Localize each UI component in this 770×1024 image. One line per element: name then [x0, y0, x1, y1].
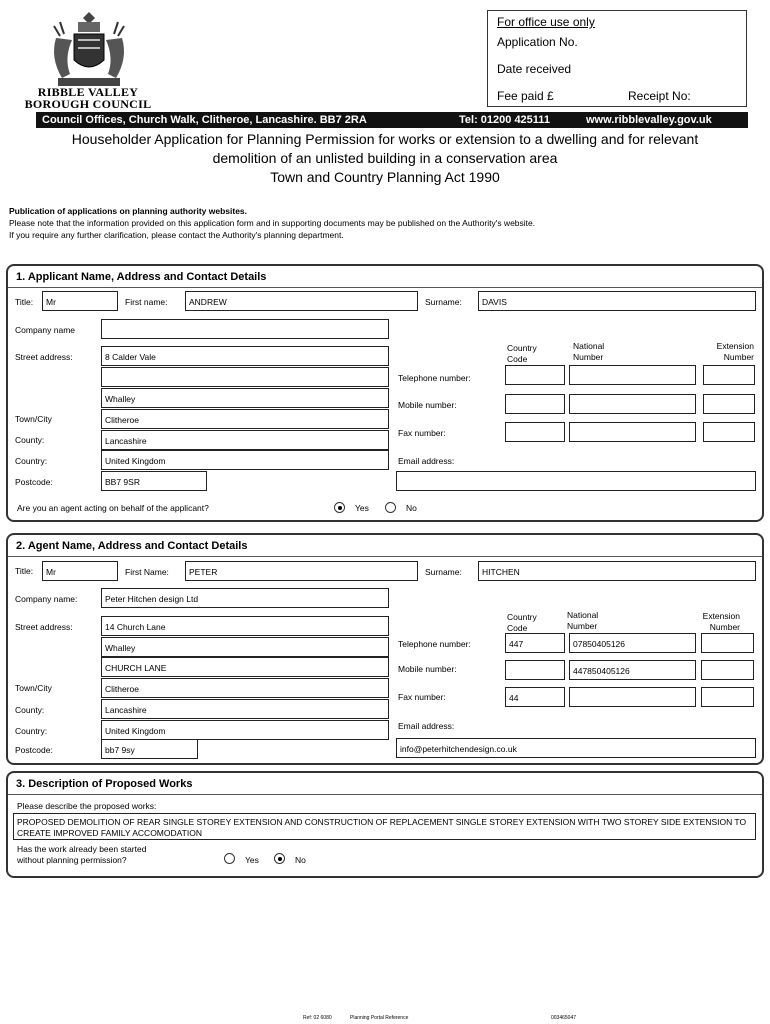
s3-started-no-label: No: [295, 855, 306, 865]
s3-started-yes-label: Yes: [245, 855, 259, 865]
council-address: Council Offices, Church Walk, Clitheroe, Lancashire. BB7 2RA: [42, 114, 367, 126]
council-name-line2: BOROUGH COUNCIL: [24, 97, 152, 111]
form-title: [0, 130, 770, 187]
publication-notice: [9, 205, 535, 241]
s2-postcode-label: Postcode:: [15, 745, 53, 755]
s1-company-label: Company name: [15, 325, 76, 335]
s1-fax-label: Fax number:: [398, 428, 446, 438]
s2-tel-num-field[interactable]: 07850405126: [569, 633, 696, 653]
s1-agent-question: Are you an agent acting on behalf of the applicant?: [17, 503, 209, 513]
s1-email-label: Email address:: [398, 456, 455, 466]
s1-company-field[interactable]: [101, 319, 389, 339]
s1-street3-field[interactable]: Whalley: [101, 388, 389, 408]
section2-heading: 2. Agent Name, Address and Contact Details: [8, 535, 762, 557]
s2-street-label: Street address:: [15, 622, 73, 632]
publication-line1: Please note that the information provided on this application form and in supporting documents may be published on the Authority's website.: [9, 218, 536, 228]
s1-town-label: Town/City: [15, 414, 52, 424]
publication-line2: If you require any further clarification, please contact the Authority's planning department.: [9, 230, 344, 240]
s1-mob-num-field[interactable]: [569, 394, 696, 414]
s3-started-question: [17, 844, 146, 866]
s2-company-field[interactable]: Peter Hitchen design Ltd: [101, 588, 389, 608]
s1-extension-number-label: Extension Number: [716, 341, 754, 362]
application-no-label: Application No.: [497, 35, 578, 49]
s1-mob-ext-field[interactable]: [703, 394, 755, 414]
s1-agent-no-radio[interactable]: [385, 502, 396, 513]
s1-mobile-label: Mobile number:: [398, 400, 457, 410]
s1-agent-no-label: No: [406, 503, 417, 513]
s1-country-code-label: Country Code: [507, 343, 537, 364]
footer-portal-number: 003465047: [551, 1015, 577, 1021]
s2-title-field[interactable]: Mr: [42, 561, 118, 581]
date-received-label: Date received: [497, 62, 572, 76]
s1-email-field[interactable]: [396, 471, 756, 491]
s1-first-name-label: First name:: [125, 297, 168, 307]
s1-fax-cc-field[interactable]: [505, 422, 565, 442]
s2-fax-label: Fax number:: [398, 692, 446, 702]
s2-email-field[interactable]: info@peterhitchendesign.co.uk: [396, 738, 756, 758]
address-bar: [36, 112, 748, 128]
s2-postcode-field[interactable]: bb7 9sy: [101, 739, 198, 759]
s2-extension-number-label: Extension Number: [702, 611, 740, 632]
s3-started-question-line1: Has the work already been started: [17, 844, 147, 854]
s1-county-field[interactable]: Lancashire: [101, 430, 389, 450]
s1-title-label: Title:: [15, 297, 34, 307]
s2-country-code-label: Country Code: [507, 612, 537, 633]
s2-mob-ext-field[interactable]: [701, 660, 754, 680]
form-title-line1: Householder Application for Planning Permission for works or extension to a dwelling and for relevant: [71, 131, 699, 147]
s2-surname-label: Surname:: [425, 567, 462, 577]
s2-first-name-label: First Name:: [125, 567, 169, 577]
s2-street1-field[interactable]: 14 Church Lane: [101, 616, 389, 636]
s1-surname-field[interactable]: DAVIS: [478, 291, 756, 311]
s2-country-label: Country:: [15, 726, 48, 736]
office-use-title: For office use only: [497, 15, 595, 29]
s3-description-field[interactable]: PROPOSED DEMOLITION OF REAR SINGLE STOREY EXTENSION AND CONSTRUCTION OF REPLACEMENT SINGLE STOREY EXTENSION WITH TWO STOREY SIDE EXTENSION TO CREATE IMPROVED FAMILY ACCOMODATION: [13, 813, 756, 840]
s2-street3-field[interactable]: CHURCH LANE: [101, 657, 389, 677]
section3-heading: 3. Description of Proposed Works: [8, 773, 762, 795]
s1-surname-label: Surname:: [425, 297, 462, 307]
s1-telephone-label: Telephone number:: [398, 373, 471, 383]
s2-town-label: Town/City: [15, 683, 52, 693]
s1-national-number-label: National Number: [573, 341, 605, 362]
s1-street-label: Street address:: [15, 352, 73, 362]
s1-tel-cc-field[interactable]: [505, 365, 565, 385]
fee-paid-label: Fee paid £: [497, 89, 554, 103]
s2-county-label: County:: [15, 705, 45, 715]
s2-mob-num-field[interactable]: 447850405126: [569, 660, 696, 680]
s2-fax-ext-field[interactable]: [701, 687, 754, 707]
s2-town-field[interactable]: Clitheroe: [101, 678, 389, 698]
s1-country-label: Country:: [15, 456, 48, 466]
form-title-line3: Town and Country Planning Act 1990: [270, 169, 500, 185]
publication-heading: Publication of applications on planning authority websites.: [9, 206, 248, 216]
s3-prompt: Please describe the proposed works:: [17, 801, 157, 811]
council-name: [18, 86, 158, 110]
council-website: www.ribblevalley.gov.uk: [586, 114, 712, 126]
s2-telephone-label: Telephone number:: [398, 639, 471, 649]
s1-title-field[interactable]: Mr: [42, 291, 118, 311]
s1-postcode-label: Postcode:: [15, 477, 53, 487]
s1-fax-num-field[interactable]: [569, 422, 696, 442]
receipt-no-label: Receipt No:: [628, 89, 691, 103]
s3-started-question-line2: without planning permission?: [17, 855, 127, 865]
s1-agent-yes-label: Yes: [355, 503, 369, 513]
council-name-line1: RIBBLE VALLEY: [37, 85, 139, 99]
s2-surname-field[interactable]: HITCHEN: [478, 561, 756, 581]
form-title-line2: demolition of an unlisted building in a conservation area: [212, 150, 558, 166]
s2-company-label: Company name:: [15, 594, 78, 604]
s1-county-label: County:: [15, 435, 45, 445]
s1-fax-ext-field[interactable]: [703, 422, 755, 442]
s2-street2-field[interactable]: Whalley: [101, 637, 389, 657]
s2-county-field[interactable]: Lancashire: [101, 699, 389, 719]
s2-first-name-field[interactable]: PETER: [185, 561, 418, 581]
s1-tel-num-field[interactable]: [569, 365, 696, 385]
s1-town-field[interactable]: Clitheroe: [101, 409, 389, 429]
s2-country-field[interactable]: United Kingdom: [101, 720, 389, 740]
section1-heading: 1. Applicant Name, Address and Contact Details: [8, 266, 762, 288]
s2-tel-cc-field[interactable]: 447: [505, 633, 565, 653]
footer-portal-ref-label: Planning Portal Reference: [350, 1015, 409, 1021]
s1-first-name-field[interactable]: ANDREW: [185, 291, 418, 311]
s3-started-yes-radio[interactable]: [224, 853, 235, 864]
s1-mob-cc-field[interactable]: [505, 394, 565, 414]
council-crest: [48, 8, 130, 90]
s2-fax-cc-field[interactable]: 44: [505, 687, 565, 707]
office-use-box: [487, 10, 747, 107]
s2-tel-ext-field[interactable]: [701, 633, 754, 653]
s1-country-field[interactable]: United Kingdom: [101, 450, 389, 470]
s1-agent-yes-radio[interactable]: [334, 502, 345, 513]
s1-street2-field[interactable]: [101, 367, 389, 387]
footer-ref: Ref: 02 6080: [303, 1015, 332, 1021]
s1-postcode-field[interactable]: BB7 9SR: [101, 471, 207, 491]
s2-national-number-label: National Number: [567, 610, 599, 631]
s1-street1-field[interactable]: 8 Calder Vale: [101, 346, 389, 366]
s2-fax-num-field[interactable]: [569, 687, 696, 707]
s2-title-label: Title:: [15, 566, 34, 576]
council-telephone: Tel: 01200 425111: [459, 114, 550, 126]
s2-email-label: Email address:: [398, 721, 455, 731]
s2-mob-cc-field[interactable]: [505, 660, 565, 680]
s2-mobile-label: Mobile number:: [398, 664, 457, 674]
s3-started-no-radio[interactable]: [274, 853, 285, 864]
s1-tel-ext-field[interactable]: [703, 365, 755, 385]
